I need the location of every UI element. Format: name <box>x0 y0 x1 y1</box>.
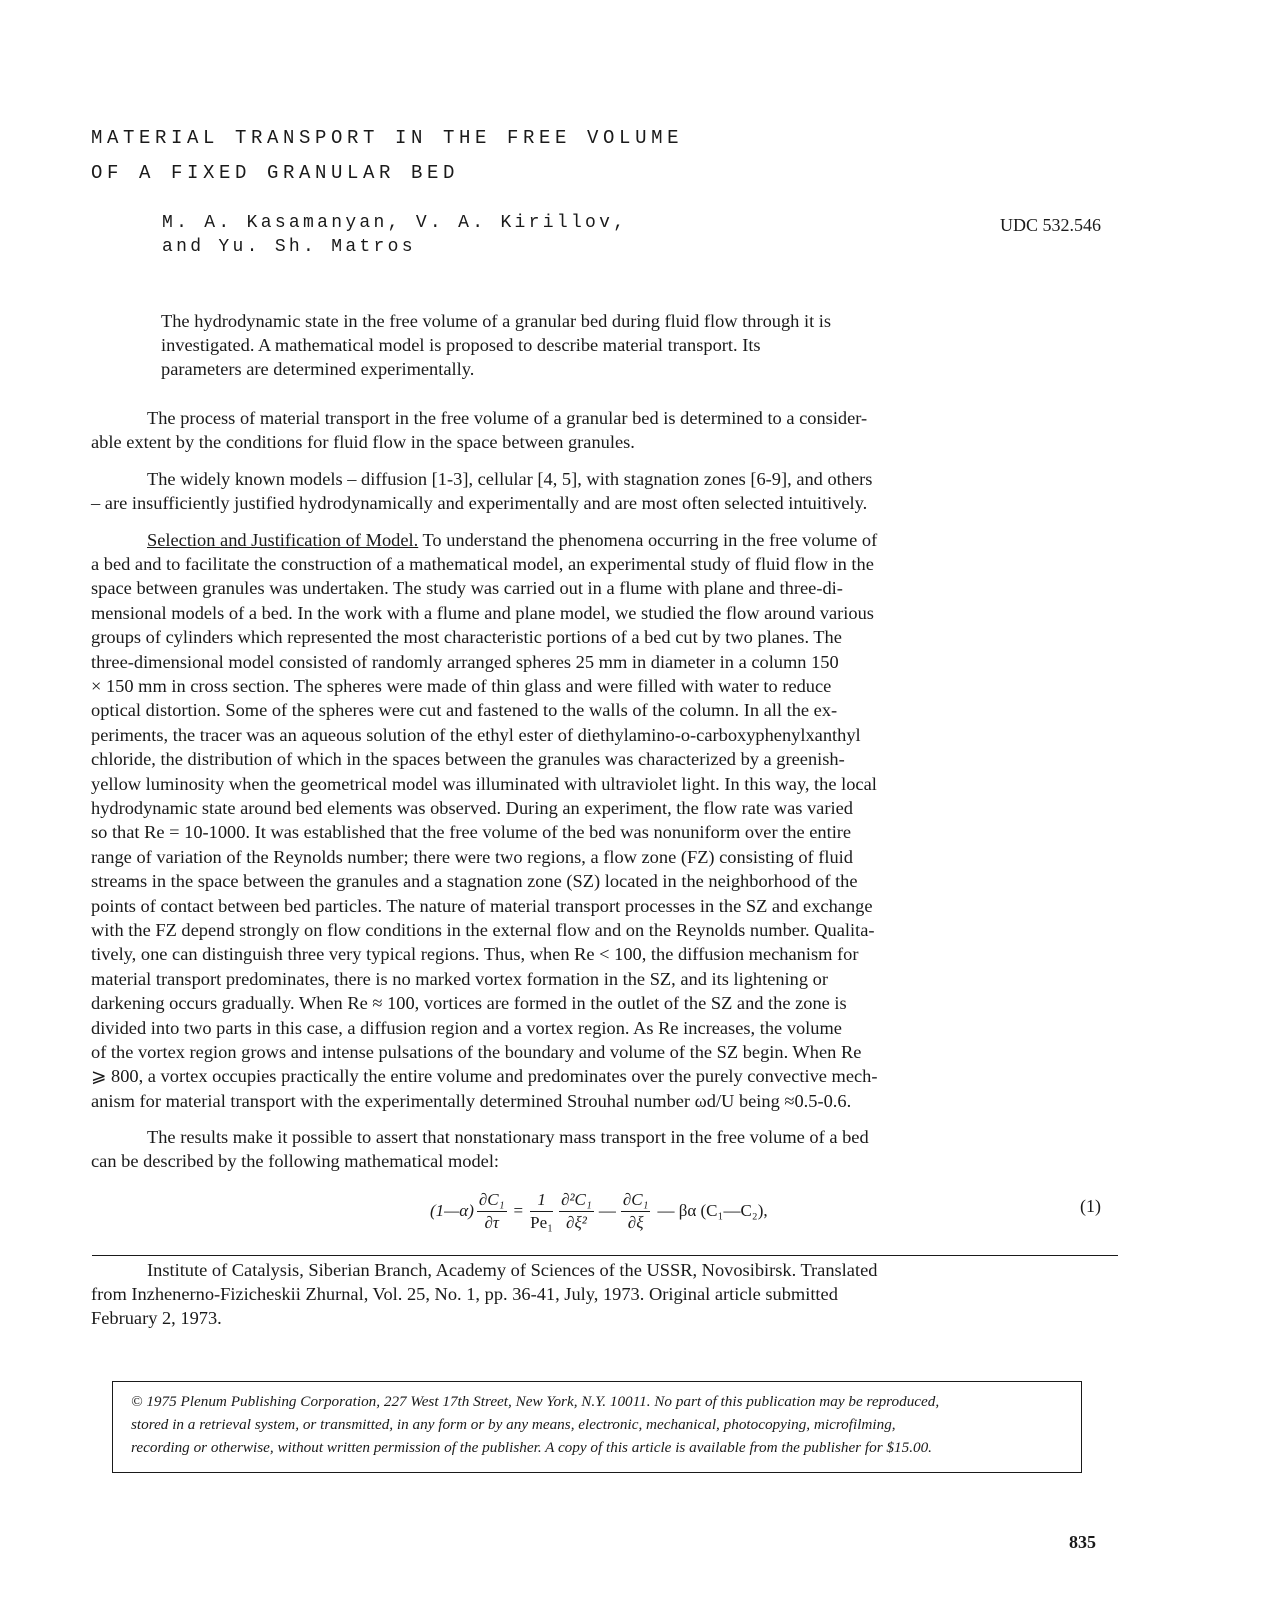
paragraph-line: can be described by the following mathematical model: <box>91 1151 500 1171</box>
eq-tail: — βα (C₁—C₂), <box>657 1201 768 1220</box>
copyright-line: stored in a retrieval system, or transmitted, in any form or by any means, electronic, mechanical, photocopying, microfilming, <box>131 1416 896 1433</box>
udc-code: UDC 532.546 <box>999 215 1101 235</box>
footnote-line: from Inzhenerno-Fizicheskii Zhurnal, Vol. 25, No. 1, pp. 36-41, July, 1973. Original article submitted <box>91 1284 838 1304</box>
paragraph-line: of the vortex region grows and intense pulsations of the boundary and volume of the SZ begin. When Re <box>91 1042 862 1062</box>
eq-denominator: Pe₁ <box>530 1212 554 1232</box>
eq-denominator: ∂ξ² <box>566 1212 587 1232</box>
paragraph-line: so that Re = 10-1000. It was established that the free volume of the bed was nonuniform over the entire <box>91 822 852 843</box>
paragraph-line: material transport predominates, there is no marked vortex formation in the SZ, and its lightening or <box>91 968 828 989</box>
eq-numerator: 1 <box>530 1189 553 1212</box>
eq-fraction <box>477 1189 507 1234</box>
authors-line-2: and Yu. Sh. Matros <box>162 237 416 257</box>
paragraph-line: The results make it possible to assert that nonstationary mass transport in the free volume of a bed <box>147 1127 869 1147</box>
copyright-line: © 1975 Plenum Publishing Corporation, 227 West 17th Street, New York, N.Y. 10011. No part of this publication may be reproduced, <box>131 1393 940 1410</box>
eq-minus: — <box>598 1201 616 1220</box>
paragraph-line: range of variation of the Reynolds number; there were two regions, a flow zone (FZ) consisting of fluid <box>91 846 853 867</box>
eq-denominator: ∂τ <box>484 1212 499 1232</box>
footnote-divider <box>92 1255 1118 1256</box>
paragraph-line: hydrodynamic state around bed elements was observed. During an experiment, the flow rate was varied <box>91 798 853 818</box>
eq-fraction <box>621 1189 651 1234</box>
copyright-line: recording or otherwise, without written permission of the publisher. A copy of this article is available from the publisher for $15.00. <box>131 1439 932 1456</box>
paragraph-line: darkening occurs gradually. When Re ≈ 100, vortices are formed in the outlet of the SZ and the zone is <box>91 993 847 1014</box>
paragraph-line: streams in the space between the granules and a stagnation zone (SZ) located in the neighborhood of the <box>91 871 858 892</box>
equation-1 <box>430 1182 830 1240</box>
section-heading: Selection and Justification of Model. <box>147 530 419 550</box>
paragraph-line <box>147 530 877 551</box>
paragraph-line: points of contact between bed particles. The nature of material transport processes in the SZ and exchange <box>91 895 873 916</box>
eq-equals: = <box>513 1201 524 1220</box>
paragraph-line: × 150 mm in cross section. The spheres were made of thin glass and were filled with water to reduce <box>91 676 832 696</box>
paragraph-line: with the FZ depend strongly on flow conditions in the external flow and on the Reynolds number. Qualita- <box>91 920 875 940</box>
eq-denominator: ∂ξ <box>627 1212 644 1232</box>
authors-line-1: M. A. Kasamanyan, V. A. Kirillov, <box>162 213 628 233</box>
paragraph-line: periments, the tracer was an aqueous solution of the ethyl ester of diethylamino-o-carboxyphenylxanthyl <box>91 724 861 745</box>
paragraph-line: chloride, the distribution of which in the spaces between the granules was characterized by a greenish- <box>91 749 845 770</box>
paragraph-line: anism for material transport with the experimentally determined Strouhal number ωd/U being ≈0.5-0.6. <box>91 1090 852 1111</box>
paragraph-line: mensional models of a bed. In the work with a flume and plane model, we studied the flow around various <box>91 602 874 623</box>
paragraph-line: optical distortion. Some of the spheres were cut and fastened to the walls of the column. In all the ex- <box>91 700 838 721</box>
paragraph-line: yellow luminosity when the geometrical model was illuminated with ultraviolet light. In this way, the local <box>91 773 877 794</box>
abstract-line: investigated. A mathematical model is proposed to describe material transport. Its <box>161 335 761 355</box>
paragraph-line: a bed and to facilitate the construction of a mathematical model, an experimental study of fluid flow in the <box>91 554 874 574</box>
paragraph-line: able extent by the conditions for fluid flow in the space between granules. <box>91 432 635 452</box>
eq-numerator: ∂C₁ <box>477 1189 507 1212</box>
paragraph-text: To understand the phenomena occurring in the free volume of <box>418 530 878 550</box>
eq-numerator: ∂C₁ <box>621 1189 651 1212</box>
footnote-line: Institute of Catalysis, Siberian Branch, Academy of Sciences of the USSR, Novosibirsk. Translated <box>147 1260 878 1280</box>
eq-fraction <box>559 1189 594 1234</box>
footnote-line: February 2, 1973. <box>91 1308 222 1328</box>
eq-prefix: (1—α) <box>430 1201 474 1220</box>
article-title-line-2: OF A FIXED GRANULAR BED <box>91 162 460 184</box>
abstract-line: parameters are determined experimentally. <box>161 359 475 379</box>
paragraph-line: The process of material transport in the free volume of a granular bed is determined to a consider- <box>147 408 868 428</box>
paragraph-line: divided into two parts in this case, a diffusion region and a vortex region. As Re increases, the volume <box>91 1017 842 1038</box>
page-number: 835 <box>1069 1532 1096 1552</box>
paragraph-line: – are insufficiently justified hydrodynamically and experimentally and are most often selected intuitively. <box>91 493 868 513</box>
eq-numerator: ∂²C₁ <box>559 1189 594 1212</box>
paragraph-line: The widely known models – diffusion [1-3], cellular [4, 5], with stagnation zones [6-9], and others <box>147 469 873 489</box>
paragraph-line: space between granules was undertaken. The study was carried out in a flume with plane and three-di- <box>91 578 843 599</box>
copyright-box <box>112 1381 1082 1473</box>
paragraph-line: tively, one can distinguish three very typical regions. Thus, when Re < 100, the diffusion mechanism for <box>91 944 859 965</box>
article-title-line-1: MATERIAL TRANSPORT IN THE FREE VOLUME <box>91 127 684 149</box>
abstract-line: The hydrodynamic state in the free volume of a granular bed during fluid flow through it is <box>161 311 832 331</box>
paragraph-line: groups of cylinders which represented the most characteristic portions of a bed cut by two planes. The <box>91 627 842 648</box>
eq-fraction <box>530 1189 553 1234</box>
equation-number: (1) <box>1080 1196 1101 1216</box>
paragraph-line: three-dimensional model consisted of randomly arranged spheres 25 mm in diameter in a column 150 <box>91 651 839 672</box>
paragraph-line: ⩾ 800, a vortex occupies practically the entire volume and predominates over the purely convective mech- <box>91 1066 878 1087</box>
